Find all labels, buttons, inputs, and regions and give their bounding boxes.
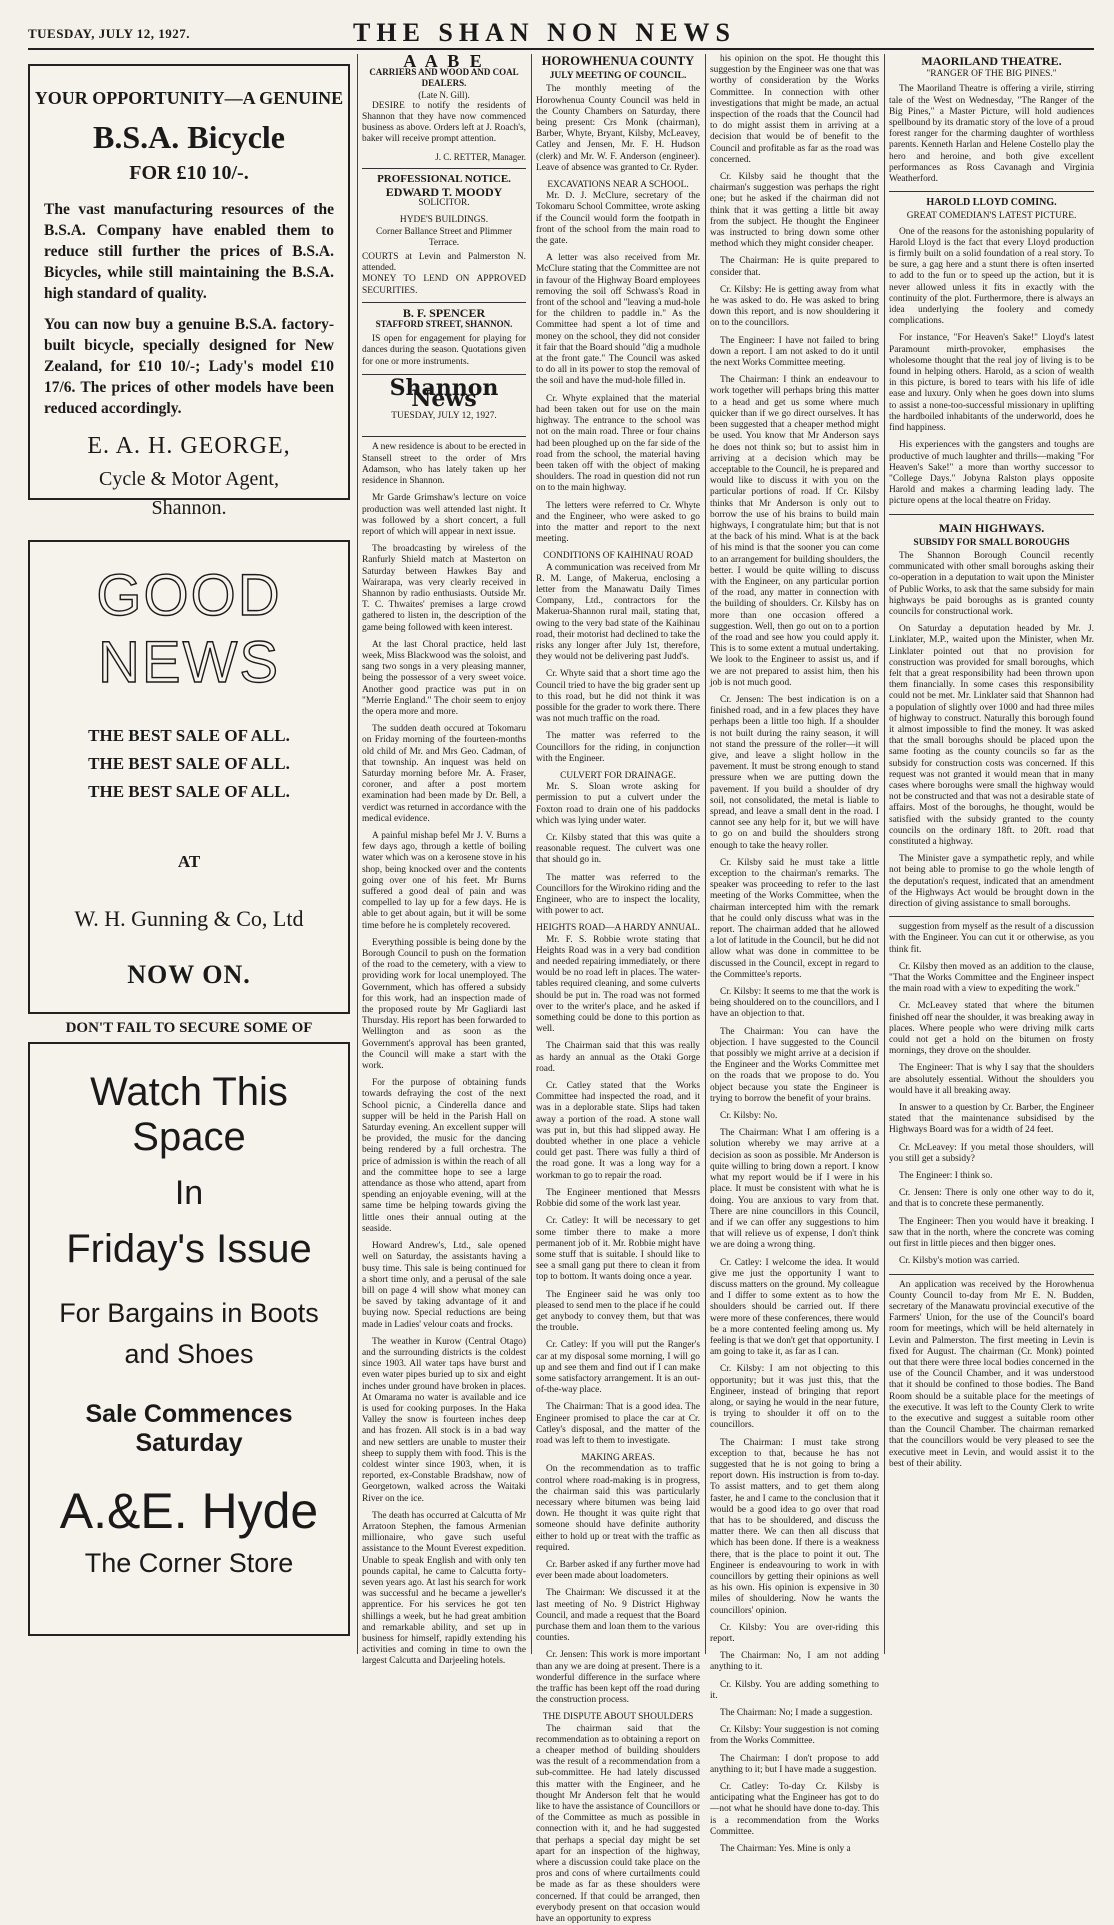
aabe-signature: J. C. RETTER, Manager. bbox=[435, 151, 526, 162]
hyde-line-4: For Bargains in Boots bbox=[59, 1298, 319, 1328]
divider bbox=[889, 191, 1094, 192]
article-paragraph: The matter was referred to the Councillors for the Wirokino riding and the Engineer, who are to inspect the locality, with power to act. bbox=[536, 872, 700, 917]
moody-address: Corner Ballance Street and Plimmer Terrace. bbox=[376, 226, 512, 248]
bsa-body-1: The vast manufacturing resources of the B.S.A. Company have enabled them to reduce still further the prices of B.S.A. Bicycles, while still maintaining the B.S.A. high standard of quality. bbox=[44, 201, 334, 302]
article-paragraph: The Engineer said he was only too pleased to send men to the place if he could get anybody to convey them, but that was the trouble. bbox=[536, 1289, 700, 1334]
article-paragraph: Cr. Catley stated that the Works Committee had inspected the road, and it was in a deplorable state. Slips had taken away a portion of the road. A stone wall was put in, but this had slipped away. He doubted whether in one place a vehicle could get past. There was fully a third of the road gone. It was a long way for a workman to go to repair the road. bbox=[536, 1081, 700, 1181]
article-paragraph: Cr. Catley: If you will put the Ranger's car at my disposal some morning, I will go up and see them and find out if I can make some satisfactory arrangement. It is an out-of-the-way place. bbox=[536, 1340, 700, 1396]
article-paragraph: Cr. Kilsby said he must take a little exception to the chairman's remarks. The speaker was proceeding to refer to the last meeting of the Works Committee, when the chairman intercepted him with the remark that he could only discuss what was in the report. The chairman added that he allowed a lot of latitude in the Council, but he did not allow what was done in committee to be discussed in the Council, except in regard to the Committee's reports. bbox=[710, 857, 879, 980]
local-news-paragraph: The death has occurred at Calcutta of Mr Arratoon Stephen, the famous Armenian millionaire, who gave such useful assistance to the Mount Everest expedition. Unable to speak English and with only ten pounds capital, he came to Calcutta forty-seven years ago. At last his search for work was successful and he became a jeweller's apprentice. For his services he got ten shillings a week, but he had great ambition and remarkable ability, and set up in business for himself, rapidly extending his activities and coming in time to own the largest Calcutta and Darjeeling hotels. bbox=[362, 1510, 526, 1667]
subheading: EXCAVATIONS NEAR A SCHOOL. bbox=[547, 180, 689, 191]
divider bbox=[889, 1274, 1094, 1275]
county-article-subtitle: JULY MEETING OF COUNCIL. bbox=[549, 71, 687, 82]
moody-money: MONEY TO LEND ON APPROVED SECURITIES. bbox=[362, 274, 526, 296]
column-3 bbox=[536, 54, 700, 1925]
local-news-paragraph: For the purpose of obtaining funds towards defraying the cost of the next School picnic, a Cinderella dance and supper will be held in the Parish Hall on Saturday evening. An excellent supper will be provided, the music for the dancing being rendered by a full orchestra. The price of admission is within the reach of all and the committee hope to see a large attendance as those who attend, apart from spending an enjoyable evening, will at the same time be helping towards giving the little ones their annual outing at the seaside. bbox=[362, 1078, 526, 1234]
lloyd-paragraph: His experiences with the gangsters and toughs are productive of much laughter and thrills—making "For Heaven's Sake!" a more than worthy successor to "College Days." Jobyna Ralston plays opposite Harold and makes a charming leading lady. The picture opens at the local theatre on Friday. bbox=[889, 440, 1094, 507]
article-paragraph: Cr. Kilsby's motion was carried. bbox=[899, 1256, 1020, 1267]
gunning-sale-ad bbox=[28, 540, 350, 1036]
theatre-paragraph: The Maoriland Theatre is offering a virile, stirring tale of the West on Wednesday, "The Ranger of the Big Pines," a Master Picture, will hold audiences spellbound by its dramatic story of the love of a proud forest ranger for the charming daughter of worthless parents. Kenneth Harlan and Helene Costello play the hero and heroine, and both give excellent performances as Ross Cavanagh and Virginia Weatherford. bbox=[889, 84, 1094, 185]
aabe-subtitle: CARRIERS AND WOOD AND COAL DEALERS. bbox=[369, 67, 519, 89]
lloyd-subtitle: GREAT COMEDIAN'S LATEST PICTURE. bbox=[906, 211, 1077, 222]
article-paragraph: The Chairman: No, I am not adding anything to it. bbox=[710, 1651, 879, 1673]
article-paragraph: The Chairman: No; I made a suggestion. bbox=[720, 1708, 873, 1719]
local-news-paragraph: Everything possible is being done by the Borough Council to push on the formation of the road to the cemetery, with a view to providing work for local unemployed. The Government, which has offered a subsidy for this work, had an inspection made of the proposed route by Mr Gagliardi last Thursday. His report has been forwarded to Wellington and as soon as the Government's approval has been granted, the Council will make a start with the work. bbox=[362, 937, 526, 1072]
article-paragraph: Cr. Catley: It will be necessary to get some timber there to make a more permanent job of it. Mr. Robbie might have some stuff that is suitable. I should like to see a small gang put there to clean it from top to bottom. It wants doing once a year. bbox=[536, 1216, 700, 1283]
local-news-paragraph: At the last Choral practice, held last week, Miss Blackwood was the soloist, and sang two songs in a very pleasing manner, being the possessor of a very sweet voice. Another good practice was put in on "Merrie England." The choir seem to enjoy the opera more and more. bbox=[362, 639, 526, 717]
aabe-title: A A B E bbox=[403, 51, 485, 71]
issue-date: TUESDAY, JULY 12, 1927. bbox=[28, 26, 191, 41]
column-2 bbox=[362, 51, 526, 1667]
sale-at: AT bbox=[177, 852, 201, 871]
good-news-headline: GOOD NEWS bbox=[96, 563, 282, 695]
article-paragraph: suggestion from myself as the result of a discussion with the Engineer. You can cut it or otherwise, as you think fit. bbox=[889, 922, 1094, 955]
article-paragraph: Cr. Kilsby: Your suggestion is not coming from the Works Committee. bbox=[710, 1725, 879, 1747]
column-5 bbox=[889, 54, 1094, 1654]
masthead-rule bbox=[28, 48, 1094, 50]
divider bbox=[889, 916, 1094, 917]
article-paragraph: The Engineer mentioned that Messrs Robbie did some of the work last year. bbox=[536, 1187, 700, 1210]
article-paragraph: Mr. S. Sloan wrote asking for permission to put a culvert under the Foxton road to drain one of his paddocks which was lying under water. bbox=[536, 782, 700, 826]
county-article-title: HOROWHENUA COUNTY bbox=[541, 54, 695, 68]
nameplate-date: TUESDAY, JULY 12, 1927. bbox=[391, 411, 497, 422]
article-paragraph: The chairman said that the recommendation as to obtaining a report on a cheaper method of building shoulders was the result of a recommendation from a sub-committee. He had lately discussed this matter with the Engineer, and he thought Mr Anderson felt that he would like to have the assistance of Councillors or of the Committee as much as possible in connection with it, and he had suggested that perhaps a special day might be set apart for an inspection of the highway, where a discussion could take place on the pros and cons of where curtailments could be made as far as these shoulders were concerned. If that could be arranged, then everybody present on that occasion would have an opportunity to express bbox=[536, 1723, 700, 1925]
lloyd-title: HAROLD LLOYD COMING. bbox=[926, 197, 1057, 209]
local-news-paragraph: Mr Garde Grimshaw's lecture on voice production was well attended last night. It was followed by a short concert, a full report of which will appear in next issue. bbox=[362, 493, 526, 537]
divider bbox=[362, 168, 526, 169]
article-paragraph: Cr. Kilsby: You are over-riding this report. bbox=[710, 1622, 879, 1645]
article-paragraph: An application was received by the Horowhenua County Council to-day from Mr E. N. Budden, secretary of the Manawatu provincial executive of the Farmers' Union, for the use of the Council's board room for meetings, which will be held alternately in Levin and Palmerston. The first meeting in Levin is fixed for August. The chairman (Cr. Monk) pointed out that there were three local bodies concerned in the use of the Council Chamber, and it was understood that it should be confined to those bodies. The Band Room should be a suitable place for the meetings of the executive. It was left to the County Clerk to write to the executive and suggest a suitable room other than the Council Chamber. The chairman remarked that the councillors would be very pleased to see the executive meet in Levin, and would assist it to the best of their ability. bbox=[889, 1279, 1094, 1469]
article-paragraph: Cr. Kilsby. You are adding something to it. bbox=[710, 1679, 879, 1701]
article-paragraph: Cr. Barber asked if any further move had ever been made about loadometers. bbox=[536, 1559, 700, 1582]
article-paragraph: The Chairman: You can have the objection. I have suggested to the Council that possibly we might arrive at a decision if the Engineer and the Works Committee met on the roads that we propose to do. You object because you state the Engineer is trying to borrow the benefit of your brains. bbox=[710, 1026, 879, 1104]
article-paragraph: Cr. Catley: To-day Cr. Kilsby is anticipating what the Engineer has got to do—not what he should have done to-day. This is a recommendation from the Works Committee. bbox=[710, 1782, 879, 1837]
hyde-company: A.&E. Hyde bbox=[59, 1483, 319, 1539]
subheading: CULVERT FOR DRAINAGE. bbox=[560, 770, 676, 781]
article-paragraph: Cr. Kilsby: I am not objecting to this opportunity; but it was just this, that the Engineer, instead of bringing that report along, or saying he would in the near future, is trying to shoulder it off on to the councillors. bbox=[710, 1364, 879, 1431]
article-paragraph: Cr. Kilsby: It seems to me that the work is being shouldered on to the councillors, and I have an objection to that. bbox=[710, 987, 879, 1020]
divider bbox=[362, 302, 526, 303]
column-rule bbox=[531, 54, 532, 1654]
shannon-news-nameplate: Shannon News bbox=[389, 374, 499, 413]
article-paragraph: The Chairman: That is a good idea. The Engineer promised to place the car at Cr. Catley's disposal, and the matter of the road was left to them to investigate. bbox=[536, 1402, 700, 1446]
highways-title: MAIN HIGHWAYS. bbox=[938, 520, 1045, 535]
article-paragraph: A letter was also received from Mr. McClure stating that the Committee are not in favour of the Highway Board employees removing the soil off Schwass's Road in front of the school and "leaving a mud-hole for the children to paddle in." As the Committee had spent a lot of time and money on the school, they did not consider it fair that the Board should "dig a mudhole at the front gate." The Council was asked to do all in its power to stop the removal of the soil and have the mud-hole filled in. bbox=[536, 253, 700, 387]
moody-building: HYDE'S BUILDINGS. bbox=[399, 215, 489, 226]
lloyd-paragraph: For instance, "For Heaven's Sake!" Lloyd's latest Paramount mirth-provoker, emphasises the wholesome thought that the real joy of living is to be found in helping others. Harold, as a scion of wealth in this picture, is bored to tears with his life of idle ease and luxury. Only when he goes down into slums to assist a none-too-successful missionary in uplifting the hardboiled inhabitants of the underworld, does he find happiness. bbox=[889, 333, 1094, 434]
hyde-ad bbox=[28, 1042, 350, 1636]
article-paragraph: In answer to a question by Cr. Barber, the Engineer stated that the maintenance subsidised by the Highways Board was for a width of 24 feet. bbox=[889, 1103, 1094, 1136]
newspaper-title: THE SHAN NON NEWS bbox=[353, 18, 736, 47]
highways-paragraph: The Shannon Borough Council recently communicated with other small boroughs asking their co-operation in a deputation to wait upon the Minister of Public Works, to ask that the same subsidy for main highways be paid boroughs as is granted county councils for constructional work. bbox=[889, 550, 1094, 617]
article-paragraph: The Engineer: I think so. bbox=[899, 1171, 993, 1182]
subheading: MAKING AREAS. bbox=[581, 1453, 655, 1464]
article-paragraph: The letters were referred to Cr. Whyte and the Engineer, who were asked to go into the matter and report to the next meeting. bbox=[536, 500, 700, 545]
article-paragraph: The Chairman: Yes. Mine is only a bbox=[720, 1844, 851, 1855]
subheading: CONDITIONS OF KAIHINAU ROAD bbox=[543, 551, 693, 562]
article-paragraph: The Chairman: I don't propose to add anything to it; but I have made a suggestion. bbox=[710, 1753, 879, 1775]
highways-paragraph: The Minister gave a sympathetic reply, and while not being able to promise to go the whole length of the deputation's request, indicated that an amendment of the Highways Act would be brought down in the direction of giving assistance to small boroughs. bbox=[889, 854, 1094, 910]
article-paragraph: The Engineer: Then you would have it breaking. I saw that in the north, where the concrete was coming out first in little pieces and then bigger ones. bbox=[889, 1216, 1094, 1250]
now-on: NOW ON. bbox=[127, 960, 251, 989]
column-rule bbox=[884, 54, 885, 1654]
theatre-title: MAORILAND THEATRE. bbox=[921, 54, 1062, 68]
highways-paragraph: On Saturday a deputation headed by Mr. J. Linklater, M.P., waited upon the Minister, when Mr. Linklater pointed out that no provision for construction was provided for small boroughs, which felt that a great responsibility had been thrown upon them financially. In some cases this responsibility could not be met. Mr. Linklater said that Shannon had a population of slightly over 1000 and had three miles of highway to construct. Naturally this borough found it almost impossible to find the money. It was asked that the small boroughs should be placed upon the same footing as the county councils so far as the subsidy for construction costs was concerned. If this request was not granted it would mean that in many cases where boroughs were small the highway would not be constructed and that was not a desirable state of affairs. Most of the boroughs, he thought, would be satisfied with the subsidy granted to the county councils on the ordinary 18ft. to 20ft. road that constituted a highway. bbox=[889, 624, 1094, 847]
spencer-body: IS open for engagement for playing for dances during the season. Quotations given for one or more instruments. bbox=[362, 334, 526, 367]
local-news-paragraph: Howard Andrew's, Ltd., sale opened well on Saturday, the assistants having a busy time. This sale is being continued for a short time only, and a perusal of the sale bill on page 4 will show what money can be saved by taking advantage of it and buying now. Special reductions are being made in Ladies' velour coats and frocks. bbox=[362, 1241, 526, 1330]
spencer-name: B. F. SPENCER bbox=[402, 305, 486, 320]
article-paragraph: The Chairman said that this was really as hardy an annual as the Otaki Gorge road. bbox=[536, 1041, 700, 1074]
bsa-bicycle-ad bbox=[28, 64, 350, 519]
article-paragraph: Cr. Whyte explained that the material had been taken out for use on the main highway. The entrance to the school was not on the main road. Three or four chains had been ploughed up on the far side of the road from the school, the material having been taken off with the object of making shoulders. The road in question did not run on to the main highway. bbox=[536, 393, 700, 494]
hyde-line-5: and Shoes bbox=[124, 1339, 254, 1369]
article-paragraph: The Engineer: I have not failed to bring down a report. I am not asked to do it until the next Works Committee meeting. bbox=[710, 335, 879, 369]
article-paragraph: Mr. D. J. McClure, secretary of the Tokomaru School Committee, wrote asking if the Council would form the footpath in front of the school from the main road to the gate. bbox=[536, 191, 700, 247]
highways-subtitle: SUBSIDY FOR SMALL BOROUGHS bbox=[913, 537, 1070, 548]
article-paragraph: Cr. Jensen: The best indication is on a finished road, and in a few places they have perhaps been a little too high. If a shoulder is not built during the rainy season, it will not stand the pressure of the roller—it will give, and leave a slight hollow in the pavement. It must be strong enough to stand pressure when we are putting down the pavement. If you build a shoulder of dry soil, not consolidated, the metal is liable to spread, and leave a small dent in the road. I cannot see any help for it, but we will have to go on and build the shoulders strong enough to take the heavy roller. bbox=[710, 694, 879, 851]
local-news-paragraph: A painful mishap befel Mr J. V. Burns a few days ago, through a kettle of boiling water which was on a kerosene stove in his shop, being knocked over and the contents going over one of his feet. Mr Burns suffered a good deal of pain and was compelled to lay up for a few days. He is able to get about again, but it will be some time before he is completely recovered. bbox=[362, 830, 526, 931]
aabe-late: (Late N. Gill). bbox=[418, 89, 470, 100]
column-rule bbox=[357, 54, 358, 1654]
article-paragraph: On the recommendation as to traffic control where road-making is in progress, the chairman said this was particularly necessary where bitumen was being laid down. He thought it was quite right that someone should have definite authority either to hold up or treat with the traffic as required. bbox=[536, 1464, 700, 1553]
article-paragraph: The Chairman: We discussed it at the last meeting of No. 9 District Highway Council, and made a request that the Board purchase them and loan them to the various counties. bbox=[536, 1588, 700, 1644]
column-4 bbox=[710, 54, 879, 1855]
bsa-agent-town: Shannon. bbox=[151, 497, 227, 519]
masthead bbox=[28, 18, 1094, 47]
article-paragraph: Cr. McLeavey: If you metal those shoulders, will you still get a subsidy? bbox=[889, 1142, 1094, 1164]
lloyd-paragraph: One of the reasons for the astonishing popularity of Harold Lloyd is the fact that every Lloyd production is firmly built on a solid foundation of a real story. To be sure, a gag here and a stunt there is often inserted to add to the fun or to speed up the action, but it is never allowed unless it fits in exactly with the continuity of the plot. Furthermore, there is always an idea underlying the foolery and comedy complications. bbox=[889, 226, 1094, 327]
aabe-body: DESIRE to notify the residents of Shannon that they have now commenced business as above. Orders left at J. Roach's, baker will receive prompt attention. bbox=[362, 100, 526, 145]
article-paragraph: Cr. Kilsby: He is getting away from what he was asked to do. He was asked to bring down this report, and is now shouldering it on to the councillors. bbox=[710, 284, 879, 329]
hyde-line-3: Friday's Issue bbox=[66, 1227, 312, 1271]
article-paragraph: his opinion on the spot. He thought this suggestion by the Engineer was one that was worthy of consideration by the Works Committee. In connection with other investigations that might be made, an actual inspection of the roads that the Council had to do might assist them in arriving at a decision that would be of benefit to the Council and profitable as far as the road was concerned. bbox=[710, 54, 879, 165]
sale-line-2: THE BEST SALE OF ALL. bbox=[88, 754, 290, 773]
article-paragraph: The monthly meeting of the Horowhenua County Council was held in the County Chambers on Saturday, there being present: Crs Monk (chairman), Barber, Whyte, Bryant, Kilsby, McLeavey, Catley and Jensen, Mr. F. H. Hudson (clerk) and Mr. W. F. Anderson (engineer). Leave of absence was granted to Cr. Ryder. bbox=[536, 84, 700, 173]
local-news-paragraph: A new residence is about to be erected in Stansell street to the order of Mrs Adamson, who has lately taken up her residence in Shannon. bbox=[362, 442, 526, 487]
divider bbox=[889, 514, 1094, 515]
article-paragraph: Cr. Catley: I welcome the idea. It would give me just the opportunity I want to discuss matters on the ground. My colleague and I differ to some extent as to how the shoulders should be carried out. If there were more of these conferences, there would be a more contented feeling among us. My feeling is that we don't get that opportunity. I am going to take it, as far as I can. bbox=[710, 1257, 879, 1358]
bsa-agent-name: E. A. H. GEORGE, bbox=[87, 433, 291, 459]
bsa-agent-title: Cycle & Motor Agent, bbox=[99, 468, 279, 490]
subheading: THE DISPUTE ABOUT SHOULDERS bbox=[542, 1712, 694, 1723]
local-news-paragraph: The weather in Kurow (Central Otago) and the surrounding districts is the coldest since 1903. All water taps have burst and even water pipes buried up to six and eight inches under ground have broken in places. At Omarama no water is available and ice is used for cooking purposes. In the Haka Valley the snow is fourteen inches deep and has frozen. All stock is in a bad way and new settlers are unable to muster their sheep to supply them with food. This is the coldest winter since 1903, when, it is reported, ex-Constable Bradshaw, now of Georgetown, walked across the Waitaki River on the ice. bbox=[362, 1336, 526, 1504]
article-paragraph: The matter was referred to the Councillors for the riding, in conjunction with the Engineer. bbox=[536, 731, 700, 764]
article-paragraph: Cr. Kilsby then moved as an addition to the clause, "That the Works Committee and the Engineer inspect the main road with a view to expediting the work." bbox=[889, 961, 1094, 995]
local-news-paragraph: The broadcasting by wireless of the Ranfurly Shield match at Masterton on Saturday between Hawkes Bay and Wairarapa, was very clearly received in Shannon by radio enthusiasts. Outside Mr. T. C. Thwaites' premises a large crowd gathered to listen in, the description of the game being followed with keen interest. bbox=[362, 544, 526, 633]
article-paragraph: Mr. F. S. Robbie wrote stating that Heights Road was in a very bad condition and needed repairing immediately, or there would be no road left in places. The water-tables required cleaning, and some culverts should be put in. The road was not formed over to the writer's place, and he asked if something could be done to this portion as well. bbox=[536, 934, 700, 1035]
professional-notice: PROFESSIONAL NOTICE. bbox=[377, 172, 511, 185]
article-paragraph: A communication was received from Mr R. M. Lange, of Makerua, enclosing a letter from the Manawatu Daily Times Company, Ltd., contractors for the Makerua-Shannon rural mail, stating that, owing to the very bad state of the Kaihinau road, their motorist had declined to take the risks any longer after July 1st, therefore, they would not be delivering past Judd's. bbox=[536, 562, 700, 663]
gunning-company: W. H. Gunning & Co, Ltd bbox=[74, 906, 304, 931]
local-news-paragraph: The sudden death occured at Tokomaru on Friday morning of the fourteen-months old child of Mr. and Mrs Geo. Cadman, of that township. An inquest was held on Saturday morning before Mr. A. Fraser, coroner, and after a post mortem examination had been made by Dr. Bell, a verdict was returned in accordance with the medical evidence. bbox=[362, 724, 526, 824]
hyde-line-6: Sale Commences Saturday bbox=[85, 1400, 293, 1457]
subheading: HEIGHTS ROAD—A HARDY ANNUAL. bbox=[536, 923, 700, 934]
article-paragraph: Cr. Kilsby: No. bbox=[720, 1111, 778, 1122]
article-paragraph: The Chairman: What I am offering is a solution whereby we may arrive at a decision as soon as possible. Mr Anderson is quite willing to bring down a report. I know what my report would be if I were in his place. It must be consistent with what he is doing. You are anxious to vary from that. There are nine councillors in this Council, and if we can offer any suggestions to him that will relieve us of expense, I don't think we are doing a wrong thing. bbox=[710, 1128, 879, 1251]
article-paragraph: The Chairman: I think an endeavour to work together will perhaps bring this matter to a head and get us some where much quicker than if we go direct ourselves. It has been suggested that a cheaper method might be used. You know that Mr Anderson says he does not think so; but to assist him in arriving at a decision which may be acceptable to the Council, he is prepared and would like to discuss it with you on the particular portions of road. If Cr. Kilsby thinks that Mr Anderson is only out to borrow the use of his brains to build main highways, I congratulate him; but that is not at the back of his mind. What is at the back of his mind is that the sooner you can come to an arrangement for building shoulders, the better. I would be quite willing to discuss with the Engineer, on any particular portion of the road, any matter in connection with the building of shoulders. Cr. Kilsby has on more than one occasion offered a suggestion. Well, then go out on to a portion of the road and see how you could apply it. This is to some extent a mutual undertaking. We look to the Engineer to assist us, and if we are not prepared to assist him, then his job is not much good. bbox=[710, 375, 879, 688]
bsa-headline: YOUR OPPORTUNITY—A GENUINE bbox=[34, 88, 344, 108]
moody-courts: COURTS at Levin and Palmerston N. attended. bbox=[362, 252, 526, 274]
article-paragraph: Cr. Whyte said that a short time ago the Council tried to have the big grader sent up to this road, but he did not think it was possible for the grader to work there. There was not much traffic on the road. bbox=[536, 669, 700, 725]
column-rule bbox=[705, 54, 706, 1654]
hyde-line-2: In bbox=[174, 1174, 204, 1212]
divider bbox=[362, 436, 526, 437]
hyde-store: The Corner Store bbox=[84, 1548, 294, 1578]
article-paragraph: Cr. Kilsby stated that this was quite a reasonable request. The culvert was one that should go in. bbox=[536, 833, 700, 866]
article-paragraph: Cr. McLeavey stated that where the bitumen finished off near the shoulder, it was breaking away in places. Where people who were driving milk carts could not get a hold on the bitumen on frosty mornings, they drove on the shoulder. bbox=[889, 1001, 1094, 1057]
sale-line-3: THE BEST SALE OF ALL. bbox=[88, 782, 290, 801]
moody-name: EDWARD T. MOODY bbox=[385, 185, 503, 200]
gunning-footer: DON'T FAIL TO SECURE SOME OF bbox=[65, 1020, 313, 1036]
article-paragraph: The Chairman: He is quite prepared to consider that. bbox=[710, 256, 879, 278]
article-paragraph: The Chairman: I must take strong exception to that, because he has not suggested that he is not going to bring a report down. His instruction is from to-day. To assist matters, and to get them along faster, he and I came to the conclusion that it would be a good idea to go over that road that has to be shouldered, and discuss the matter there. We can then all discuss that which has been done. If there is a weakness there, that is the place to point it out. The Engineer is endeavouring to work in with councillors by getting their opinions as well as his own. His opinion is expensive in 30 miles of shouldering. Now he wants the councillors' opinion. bbox=[710, 1437, 879, 1616]
article-paragraph: Cr. Jensen: This work is more important than any we are doing at present. There is a wonderful difference in the surface where the traffic has been kept off the road during the construction process. bbox=[536, 1650, 700, 1706]
spencer-address: STAFFORD STREET, SHANNON. bbox=[375, 319, 513, 330]
article-paragraph: Cr. Jensen: There is only one other way to do it, and that is to concrete these permanently. bbox=[889, 1188, 1094, 1210]
bsa-price: FOR £10 10/-. bbox=[129, 162, 249, 184]
article-paragraph: Cr. Kilsby said he thought that the chairman's suggestion was perhaps the right one; but he asked if the chairman did not think that it was getting a little bit away from the subject. He thought the Engineer was instructed to bring down some other method which they might consider cheaper. bbox=[710, 172, 879, 250]
theatre-subtitle: "RANGER OF THE BIG PINES." bbox=[926, 69, 1057, 80]
bsa-product: B.S.A. Bicycle bbox=[93, 119, 285, 155]
article-paragraph: The Engineer: That is why I say that the shoulders are absolutely essential. Without the shoulders you would have it all breaking away. bbox=[889, 1063, 1094, 1096]
bsa-body-2: You can now buy a genuine B.S.A. factory-built bicycle, specially designed for New Zealand, for £10 10/-; Lady's model £10 17/6. The prices of other models have been reduced accordingly. bbox=[44, 316, 334, 417]
moody-title: SOLICITOR. bbox=[418, 198, 470, 209]
hyde-line-1: Watch This Space bbox=[90, 1070, 288, 1159]
sale-line-1: THE BEST SALE OF ALL. bbox=[88, 726, 290, 745]
